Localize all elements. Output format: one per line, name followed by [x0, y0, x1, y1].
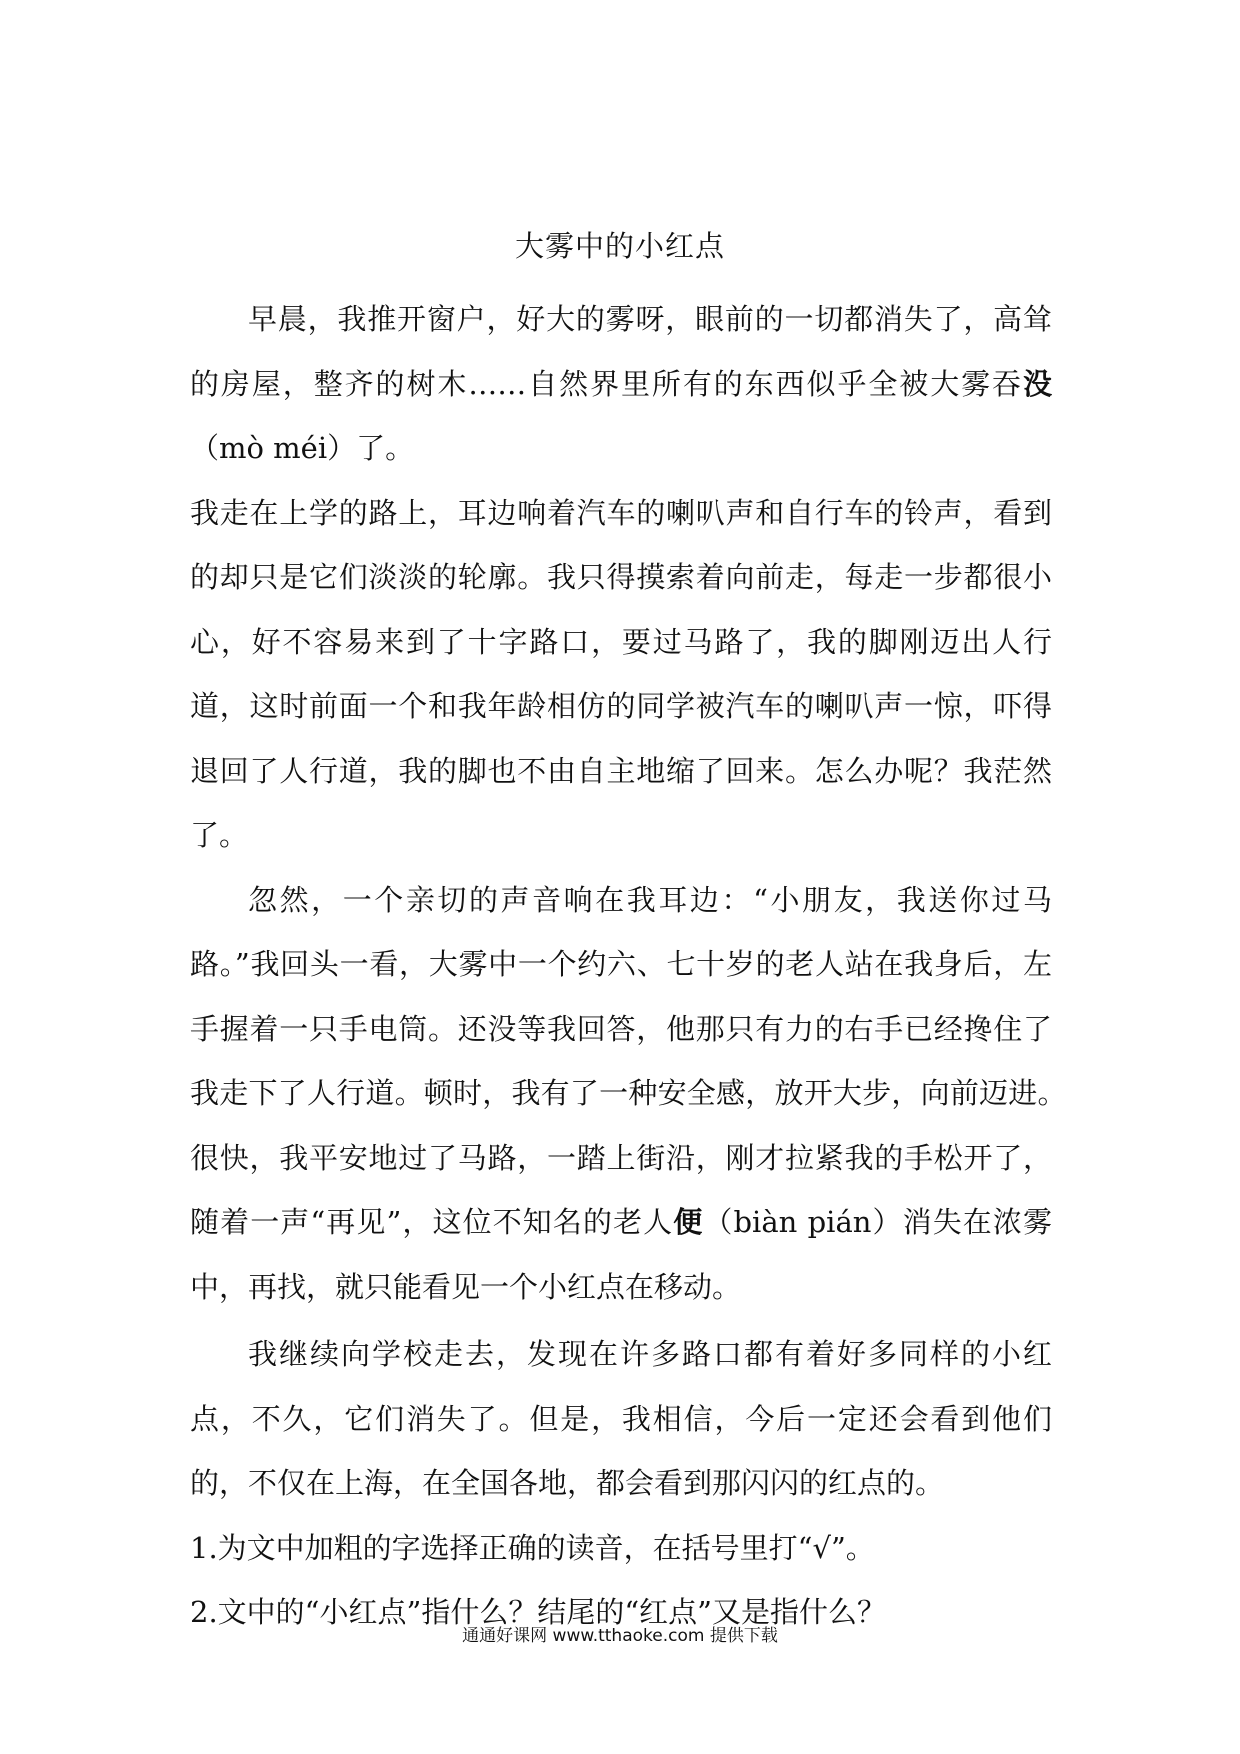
article-title: 大雾中的小红点	[514, 229, 725, 263]
paragraph-3	[190, 868, 1082, 1320]
paragraph-4: 我继续向学校走去，发现在许多路口都有着好多同样的小红点，不久，它们消失了。但是，我相信，今后一定还会看到他们的，不仅在上海，在全国各地，都会看到那闪闪的红点的。	[190, 1337, 1052, 1500]
paragraph-3-bold-char: 便	[673, 1205, 704, 1239]
paragraph-1-bold-char: 没	[1022, 366, 1052, 401]
paragraph-1-text-a: 早晨，我推开窗户，好大的雾呀，眼前的一切都消失了，高耸的房屋，整齐的树木……自然界里所有的东西似乎全被大雾吞	[190, 302, 1052, 401]
paragraph-1	[190, 287, 1052, 481]
question-2: 2.文中的“小红点”指什么？结尾的“红点”又是指什么？	[190, 1595, 886, 1629]
footer-watermark: 通通好课网 www.tthaoke.com 提供下载	[462, 1626, 778, 1646]
question-1: 1.为文中加粗的字选择正确的读音，在括号里打“√”。	[190, 1530, 875, 1565]
paragraph-1-text-b: （mò méi）了。	[190, 431, 415, 465]
paragraph-3-text-a: 忽然，一个亲切的声音响在我耳边：“小朋友，我送你过马路。”我回头一看，大雾中一个约六、七十岁的老人站在我身后，左手握着一只手电筒。还没等我回答，他那只有力的右手已经搀住了我走下了人行道。顿时，我有了一种安全感，放开大步，向前迈进。 很快，我平安地过了马路，一踏上街沿，刚才拉紧我的手松开了，随着一声“再见”，这位不知名的老人	[190, 882, 1082, 1239]
paragraph-2: 我走在上学的路上，耳边响着汽车的喇叭声和自行车的铃声，看到的却只是它们淡淡的轮廓。我只得摸索着向前走，每走一步都很小心，好不容易来到了十字路口，要过马路了，我的脚刚迈出人行道，这时前面一个和我年龄相仿的同学被汽车的喇叭声一惊，吓得退回了人行道，我的脚也不由自主地缩了回来。怎么办呢？我茫然了。	[190, 495, 1052, 852]
article-body	[190, 287, 1082, 1645]
paragraph-3-text-b: （biàn pián）消失在浓雾中，再找，就只能看见一个小红点在移动。	[190, 1205, 1052, 1304]
